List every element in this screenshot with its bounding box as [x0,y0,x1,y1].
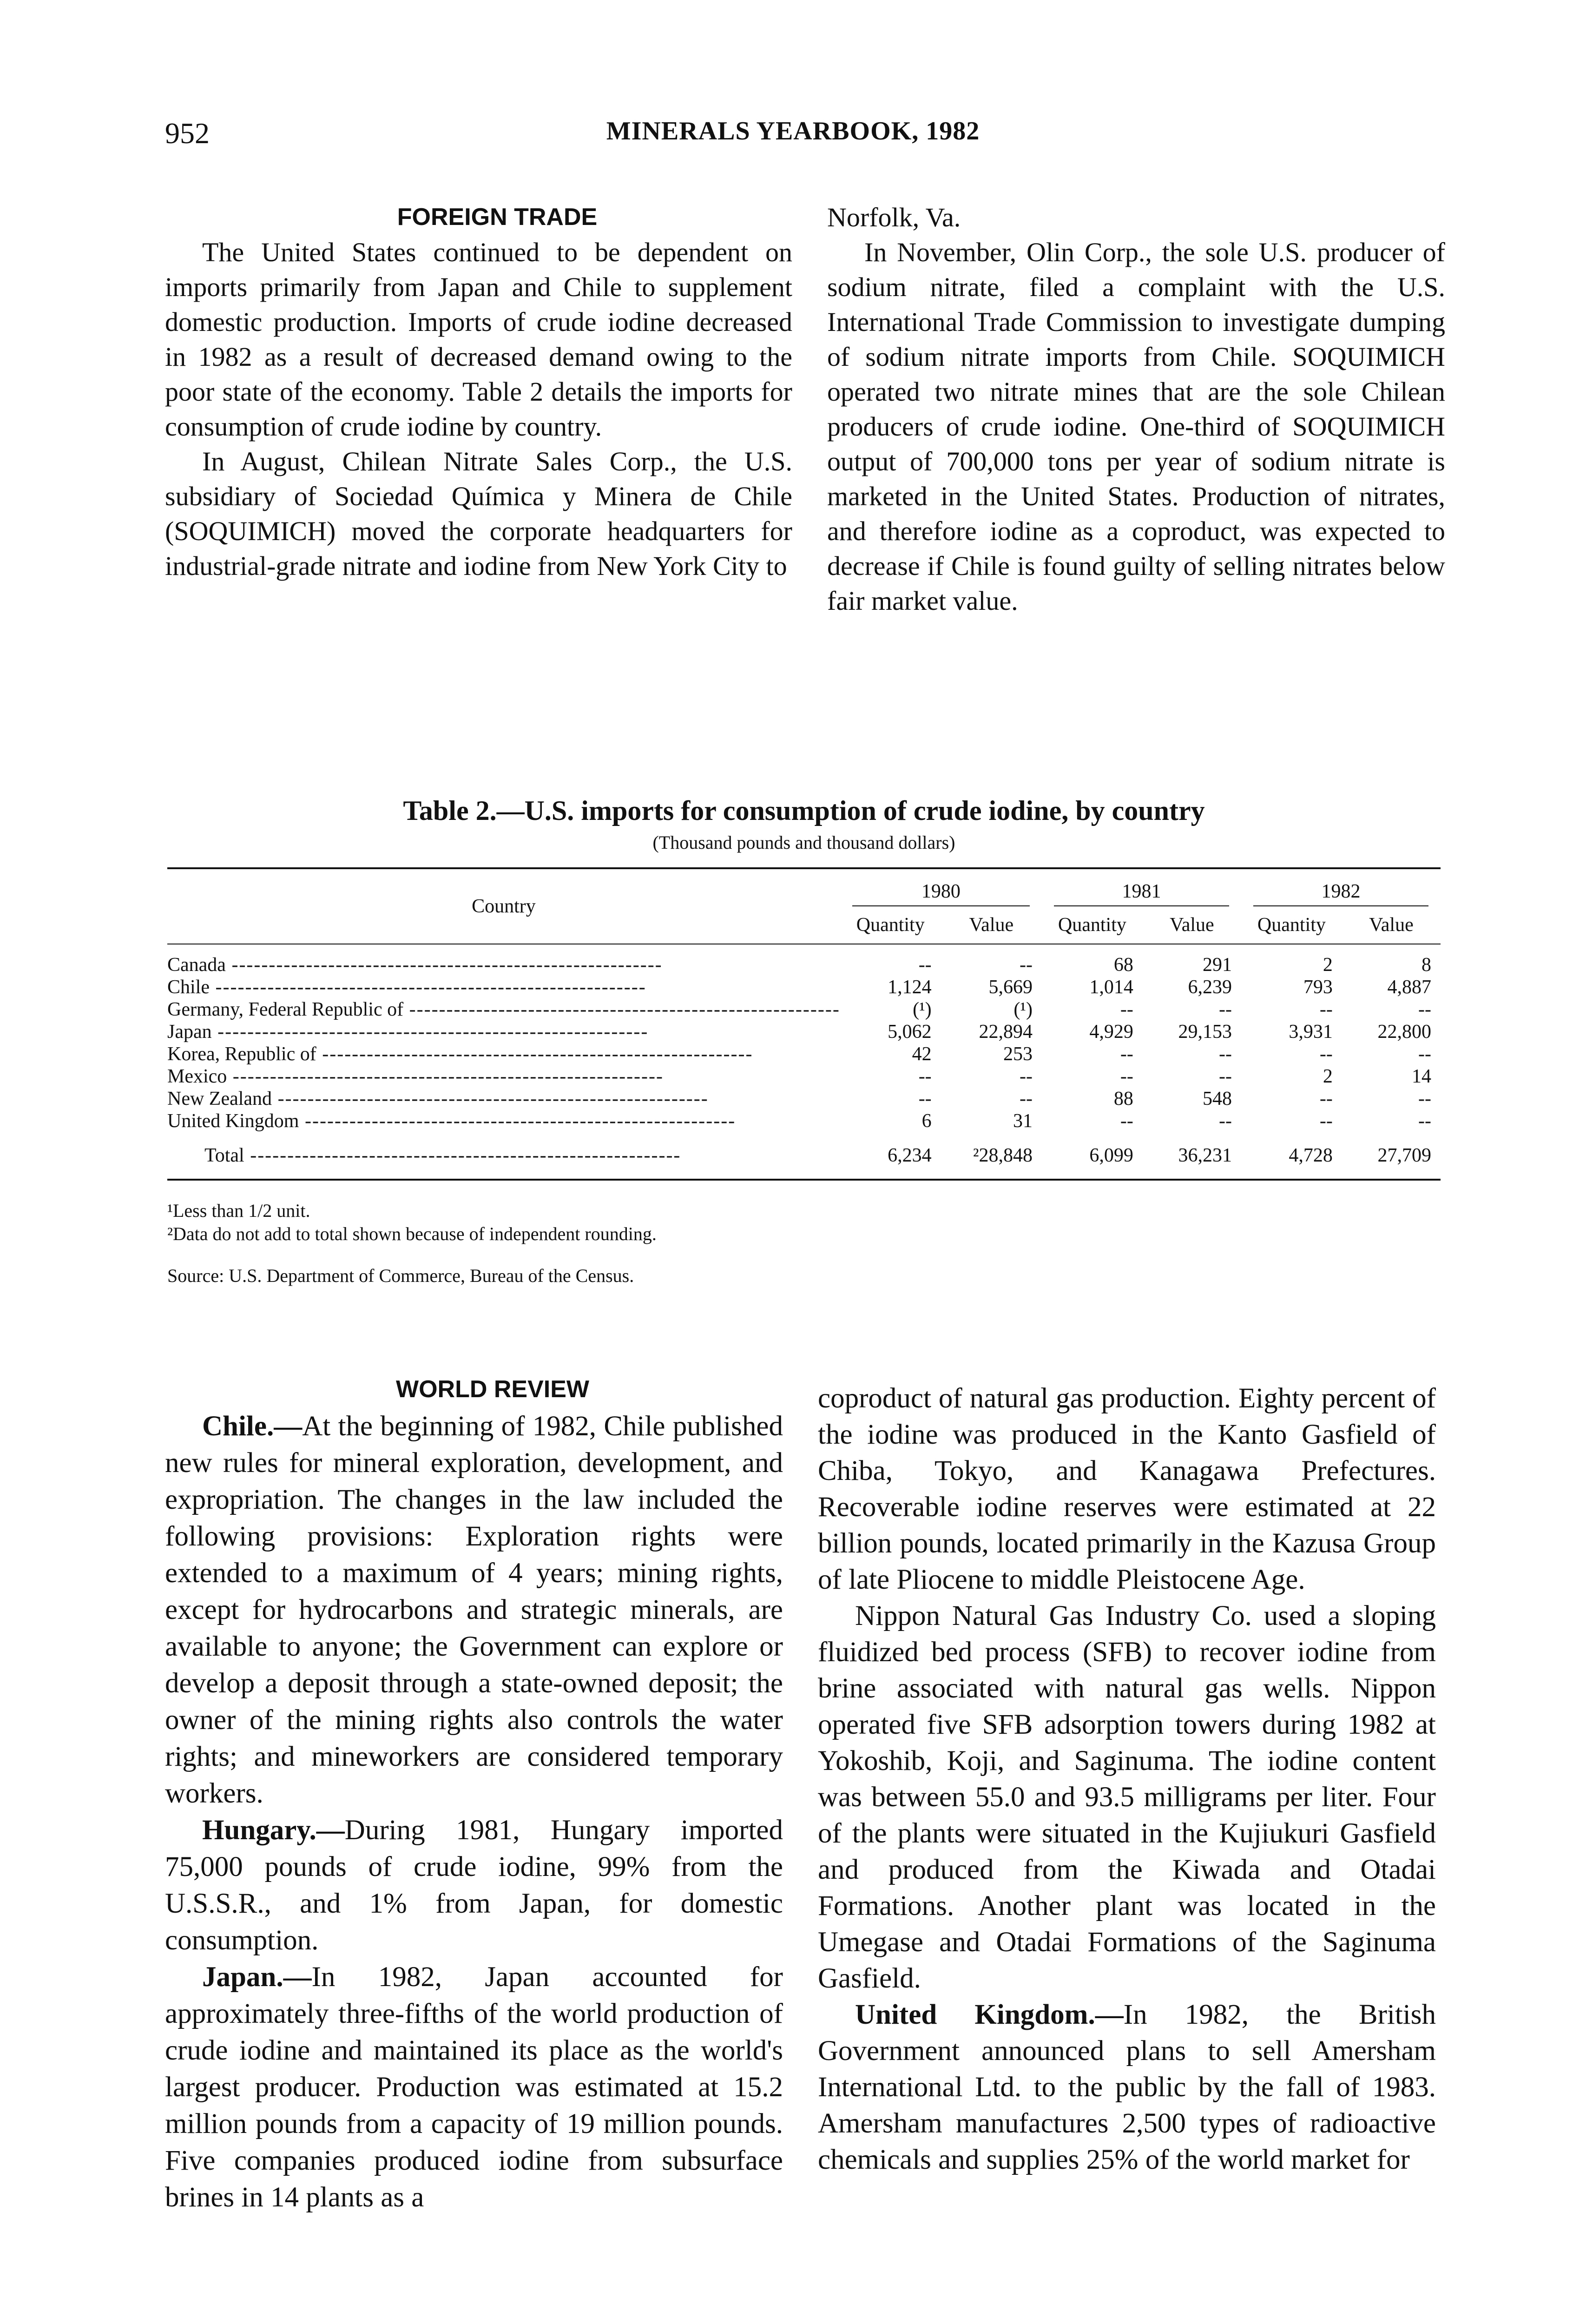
cell: -- [1319,999,1333,1020]
cell: 253 [1003,1043,1033,1065]
total-cell: 36,231 [1178,1145,1232,1166]
cell: 2 [1323,1066,1333,1087]
country-name: New Zealand ---------------------------------------------------------- [167,1088,709,1109]
world-review-left-column [165,1371,783,2216]
total-cell: 6,099 [1089,1145,1133,1166]
page-number: 952 [165,117,210,150]
cell: -- [1319,1110,1333,1132]
year-header: 1980 [840,869,1042,906]
cell: 1,124 [888,977,932,998]
country-name: Germany, Federal Republic of ---------------------------------------------------------- [167,999,840,1020]
cell: 4,887 [1387,977,1431,998]
cell: (¹) [1013,999,1033,1020]
cell: -- [1120,1066,1133,1087]
page-header [165,116,1421,149]
total-cell: ²28,848 [973,1145,1033,1166]
table-source: Source: U.S. Department of Commerce, Bureau of the Census. [167,1265,634,1286]
cell: -- [1418,1043,1431,1065]
total-cell: 6,234 [888,1145,932,1166]
cell: 4,929 [1089,1021,1133,1043]
cell: -- [918,954,932,976]
cell: -- [1218,1043,1232,1065]
cell: 29,153 [1178,1021,1232,1043]
cell: 22,800 [1377,1021,1431,1043]
paragraph: The United States continued to be dependent on imports primarily from Japan and Chile to supplement domestic production. Imports of crude iodine decreased in 1982 as a result of decreased demand owing to the poor state of the economy. Table 2 details the imports for consumption of crude iodine by country. [165,237,792,442]
value-header: Value [1369,914,1414,936]
cell: 5,062 [888,1021,932,1043]
table-row [167,998,1441,1021]
cell: 793 [1303,977,1333,998]
cell: -- [1418,1088,1431,1109]
foreign-trade-left-column [165,200,792,583]
paragraph: Chile.—At the beginning of 1982, Chile published new rules for mineral exploration, development, and expropriation. The changes in the law included the following provisions: Exploration rights were extended to a maximum of 4 years; mining rights, except for hydrocarbons and strategic minerals, are available to anyone; the Government can explore or develop a deposit through a state-owned deposit; the owner of the mining rights also controls the water rights; and mineworkers are considered temporary workers. [165,1411,783,1809]
running-title: MINERALS YEARBOOK, 1982 [606,117,980,145]
country-name: Canada ---------------------------------------------------------- [167,954,663,976]
cell: 68 [1113,954,1133,976]
value-header: Value [1170,914,1214,936]
cell: 6 [921,1110,932,1132]
cell: 88 [1113,1088,1133,1109]
cell: -- [1218,1066,1232,1087]
table-row [167,1065,1441,1088]
cell: -- [1418,999,1431,1020]
table-row [167,1088,1441,1110]
cell: 2 [1323,954,1333,976]
country-name: Korea, Republic of ---------------------------------------------------------- [167,1043,753,1065]
country-name: Japan ---------------------------------------------------------- [167,1021,649,1043]
cell: -- [1019,954,1033,976]
cell: 3,931 [1289,1021,1333,1043]
total-row [167,1132,1441,1179]
table-row [167,1110,1441,1132]
cell: (¹) [913,999,932,1020]
footnote: ²Data do not add to total shown because of independent rounding. [167,1223,657,1244]
cell: 31 [1013,1110,1033,1132]
cell: 6,239 [1188,977,1232,998]
footnote: ¹Less than 1/2 unit. [167,1200,310,1221]
cell: 22,894 [979,1021,1033,1043]
cell: 14 [1412,1066,1431,1087]
year-header: 1981 [1042,869,1241,906]
cell: 548 [1202,1088,1232,1109]
foreign-trade-heading: FOREIGN TRADE [397,204,598,231]
quantity-header: Quantity [1257,914,1326,936]
paragraph: In November, Olin Corp., the sole U.S. producer of sodium nitrate, filed a complaint with the U.S. International Trade Commission to investigate dumping of sodium nitrate imports from Chile. SOQUIMICH operated two nitrate mines that are the sole Chilean producers of crude iodine. One-third of SOQUIMICH output of 700,000 tons per year of sodium nitrate is marketed in the United States. Production of nitrates, and therefore iodine as a coproduct, was expected to decrease if Chile is found guilty of selling nitrates below fair market value. [827,237,1445,616]
country-column-header: Country [472,896,536,917]
cell: -- [918,1066,932,1087]
cell: -- [1019,1066,1033,1087]
paragraph: Japan.—In 1982, Japan accounted for approximately three-fifths of the world production of crude iodine and maintained its place as the world's largest producer. Production was estimated at 15.2 million pounds from a capacity of 19 million pounds. Five companies produced iodine from subsurface brines in 14 plants as a [165,1961,783,2213]
quantity-header: Quantity [1058,914,1126,936]
paragraph: coproduct of natural gas production. Eighty percent of the iodine was produced in the Kanto Gasfield of Chiba, Tokyo, and Kanagawa Prefectures. Recoverable iodine reserves were estimated at 22 billion pounds, located primarily in the Kazusa Group of late Pliocene to middle Pleistocene Age. [818,1383,1436,1595]
cell: 1,014 [1089,977,1133,998]
table-notes [167,1199,1441,1287]
cell: -- [1218,1110,1232,1132]
year-header: 1982 [1241,869,1441,906]
cell: -- [1218,999,1232,1020]
paragraph: United Kingdom.—In 1982, the British Government announced plans to sell Amersham International Ltd. to the public by the fall of 1983. Amersham manufactures 2,500 types of radioactive chemicals and supplies 25% of the world market for [818,1999,1436,2175]
country-name: Chile ---------------------------------------------------------- [167,977,646,998]
table-bottom-rule [167,1179,1441,1181]
world-review-heading: WORLD REVIEW [396,1376,589,1403]
cell: 291 [1202,954,1232,976]
paragraph: Nippon Natural Gas Industry Co. used a sloping fluidized bed process (SFB) to recover iodine from brine associated with natural gas wells. Nippon operated five SFB adsorption towers during 1982 at Yokoshib, Koji, and Saginuma. The iodine content was between 55.0 and 93.5 milligrams per liter. Four of the plants were situated in the Kujiukuri Gasfield and produced from the Kiwada and Otadai Formations. Another plant was located in the Umegase and Otadai Formations of the Saginuma Gasfield. [818,1600,1436,1994]
country-name: United Kingdom ---------------------------------------------------------- [167,1110,736,1132]
cell: -- [918,1088,932,1109]
paragraph: In August, Chilean Nitrate Sales Corp., the U.S. subsidiary of Sociedad Química y Minera de Chile (SOQUIMICH) moved the corporate headquarters for industrial-grade nitrate and iodine from New York City to [165,446,792,581]
world-review-right-column [818,1380,1436,2178]
cell: -- [1120,1043,1133,1065]
total-label: Total ---------------------------------------------------------- [204,1145,681,1166]
table-row [167,976,1441,998]
total-cell: 27,709 [1377,1145,1431,1166]
quantity-header: Quantity [856,914,925,936]
total-cell: 4,728 [1289,1145,1333,1166]
paragraph: Hungary.—During 1981, Hungary imported 75,000 pounds of crude iodine, 99% from the U.S.S.R., and 1% from Japan, for domestic consumption. [165,1815,783,1956]
paragraph: Norfolk, Va. [827,202,961,232]
cell: -- [1019,1088,1033,1109]
cell: -- [1418,1110,1431,1132]
cell: 42 [912,1043,932,1065]
table-row [167,1043,1441,1065]
cell: -- [1319,1043,1333,1065]
table-row [167,1021,1441,1043]
cell: -- [1319,1088,1333,1109]
table-subtitle: (Thousand pounds and thousand dollars) [652,832,955,853]
cell: 5,669 [988,977,1033,998]
imports-table [167,869,1441,1179]
cell: -- [1120,999,1133,1020]
cell: -- [1120,1110,1133,1132]
country-name: Mexico ---------------------------------------------------------- [167,1066,664,1087]
value-header: Value [969,914,1014,936]
table-row [167,944,1441,976]
cell: 8 [1421,954,1431,976]
iodine-imports-table-section [167,795,1441,1287]
foreign-trade-right-column [827,200,1445,618]
table-title: Table 2.—U.S. imports for consumption of crude iodine, by country [403,795,1205,826]
